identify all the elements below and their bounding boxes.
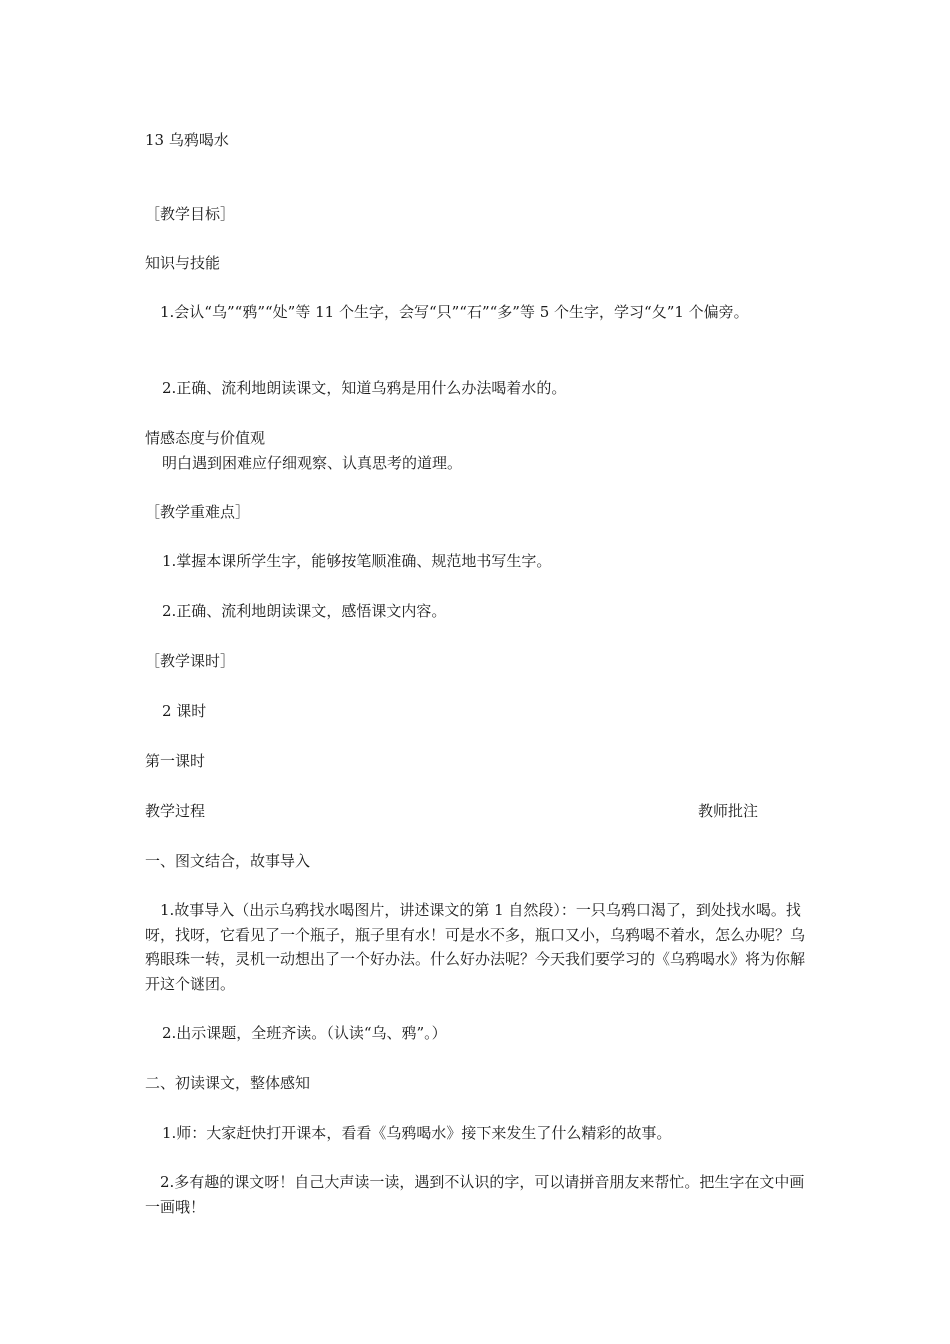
process-label: 教学过程	[145, 802, 206, 820]
goal-item-1: 1.会认“乌”“鸦”“处”等 11 个生字，会写“只”“石”“多”等 5 个生字，学习“夂”1 个偏旁。	[145, 303, 749, 321]
emotion-header: 情感态度与价值观	[145, 429, 266, 447]
hours-value: 2 课时	[162, 702, 207, 720]
part2-header: 二、初读课文，整体感知	[145, 1074, 311, 1092]
goals-header: ［教学目标］	[145, 205, 236, 223]
part1-item-1: 1.故事导入（出示乌鸦找水喝图片，讲述课文的第 1 自然段）：一只乌鸦口渴了，到处找水喝。找呀，找呀，它看见了一个瓶子，瓶子里有水！可是水不多，瓶口又小，乌鸦喝不着水，怎么办呢？乌鸦眼珠一转，灵机一动想出了一个好办法。什么好办法呢？今天我们要学习的《乌鸦喝水》将为你解开这个谜团。	[145, 901, 806, 993]
first-lesson-title: 第一课时	[145, 752, 206, 770]
goal-item-2: 2.正确、流利地朗读课文，知道乌鸦是用什么办法喝着水的。	[162, 379, 567, 397]
key-point-1: 1.掌握本课所学生字，能够按笔顺准确、规范地书写生字。	[162, 552, 552, 570]
key-point-2: 2.正确、流利地朗读课文，感悟课文内容。	[162, 602, 447, 620]
lesson-title: 13 乌鸦喝水	[145, 131, 229, 149]
part2-item-1: 1.师：大家赶快打开课本，看看《乌鸦喝水》接下来发生了什么精彩的故事。	[162, 1124, 672, 1142]
part2-item-2: 2.多有趣的课文呀！自己大声读一读，遇到不认识的字，可以请拼音朋友来帮忙。把生字在文中画一画哦！	[145, 1173, 805, 1216]
part1-header: 一、图文结合，故事导入	[145, 852, 311, 870]
part1-item-2: 2.出示课题，全班齐读。（认读“乌、鸦”。）	[162, 1024, 447, 1042]
knowledge-header: 知识与技能	[145, 254, 221, 272]
emotion-text: 明白遇到困难应仔细观察、认真思考的道理。	[162, 454, 463, 472]
key-points-header: ［教学重难点］	[145, 503, 251, 521]
teacher-note-label: 教师批注	[698, 802, 759, 820]
hours-header: ［教学课时］	[145, 652, 236, 670]
